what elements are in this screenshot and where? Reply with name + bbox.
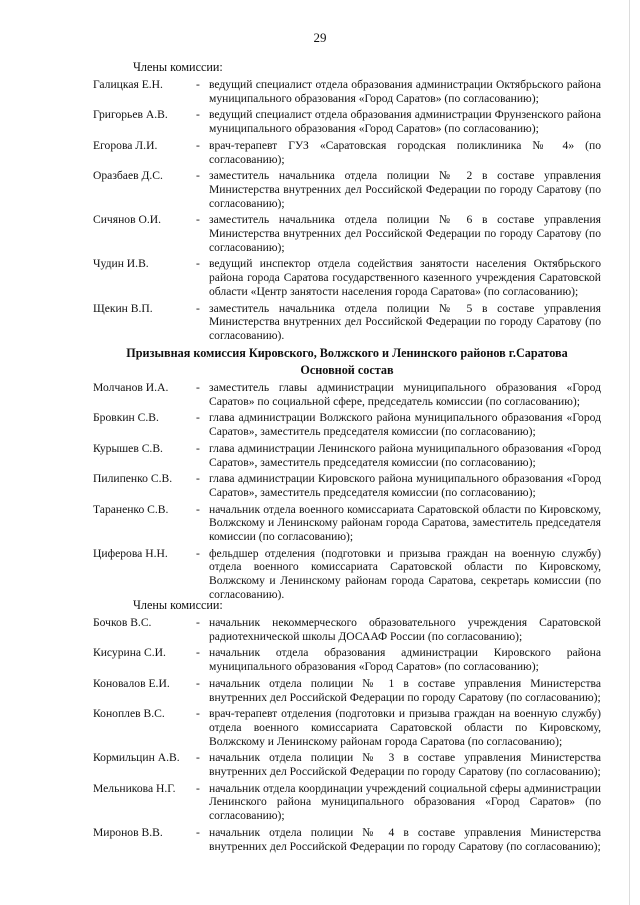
member-name: Коноплев В.С. [93, 707, 165, 721]
member-description: заместитель начальника отдела полиции № 6 в составе управления Министерства внутренних дел Российской Федерации по городу Саратову (по согласованию); [209, 213, 601, 254]
member-description: глава администрации Волжского района муниципального образования «Город Саратов», заместитель председателя комиссии (по согласованию); [209, 411, 601, 439]
member-row [93, 381, 601, 408]
member-dash: - [196, 108, 200, 122]
scan-edge-line [629, 0, 630, 905]
member-name: Молчанов И.А. [93, 381, 169, 394]
page-number: 29 [313, 30, 327, 45]
member-row [93, 139, 601, 166]
commission-main-section [93, 346, 601, 605]
member-description: врач-терапевт отделения (подготовки и призыва граждан на военную службу) отдела военного комиссариата Саратовской области по Кировскому, Волжскому и Ленинскому районам города Саратова (по согласованию); [209, 707, 601, 748]
member-row [93, 472, 601, 499]
member-row [93, 213, 601, 254]
member-name: Григорьев А.В. [93, 108, 168, 122]
commission-title: Призывная комиссия Кировского, Волжского и Ленинского районов г.Саратова [126, 346, 568, 360]
member-name: Оразбаев Д.С. [93, 169, 163, 183]
member-row [93, 78, 601, 105]
member-row [93, 616, 601, 643]
member-description: врач-терапевт ГУЗ «Саратовская городская поликлиника № 4» (по согласованию); [209, 138, 601, 166]
member-dash: - [196, 138, 200, 152]
member-name: Курышев С.В. [93, 441, 163, 455]
member-description: начальник отдела образования администрации Кировского района муниципального образования «Город Саратов» (по согласованию); [209, 646, 601, 674]
member-row [93, 257, 601, 298]
member-name: Чудин И.В. [93, 257, 149, 271]
member-dash: - [196, 781, 200, 795]
member-row [93, 646, 601, 673]
member-description: ведущий инспектор отдела содействия занятости населения Октябрьского района города Саратова государственного казенного учреждения Саратовской области «Центр занятости населения города Саратова» (по согласованию); [209, 257, 601, 298]
member-name: Пилипенко С.В. [93, 472, 173, 486]
member-dash: - [196, 616, 200, 629]
member-name: Кормильцин А.В. [93, 751, 180, 765]
member-description: заместитель начальника отдела полиции № 2 в составе управления Министерства внутренних дел Российской Федерации по городу Саратову (по согласованию); [209, 169, 601, 210]
member-description: фельдшер отделения (подготовки и призыва граждан на военную службу) отдела военного комиссариата Саратовской области по Кировскому, Волжскому и Ленинскому районам города Саратова, секретарь комиссии (по согласованию). [209, 546, 601, 601]
member-dash: - [196, 78, 200, 91]
member-dash: - [196, 646, 200, 660]
member-name: Тараненко С.В. [93, 502, 169, 516]
member-name: Щекин В.П. [93, 301, 153, 315]
member-description: ведущий специалист отдела образования администрации Фрунзенского района муниципального образования «Город Саратов» (по согласованию); [209, 108, 601, 136]
member-description: ведущий специалист отдела образования администрации Октябрьского района муниципального образования «Город Саратов» (по согласованию); [209, 78, 601, 105]
section-subtitle: Члены комиссии: [133, 60, 223, 74]
member-row [93, 302, 601, 343]
member-row [93, 411, 601, 438]
member-description: заместитель главы администрации муниципального образования «Город Саратов» по социальной сфере, председатель комиссии (по согласованию); [209, 381, 601, 408]
member-description: начальник отдела военного комиссариата Саратовской области по Кировскому, Волжскому и Ленинскому районам города Саратова, заместитель председателя комиссии (по согласованию); [209, 502, 601, 544]
member-dash: - [196, 301, 200, 315]
member-name: Бровкин С.В. [93, 411, 159, 425]
member-dash: - [196, 546, 200, 560]
commission-members-section-2 [93, 598, 601, 856]
member-description: начальник отдела полиции № 4 в составе управления Министерства внутренних дел Российской Федерации по городу Саратову (по согласованию); [209, 825, 601, 853]
section-subtitle: Члены комиссии: [133, 598, 223, 612]
member-description: начальник отдела полиции № 3 в составе управления Министерства внутренних дел Российской Федерации по городу Саратову (по согласованию); [209, 751, 601, 779]
member-name: Мельникова Н.Г. [93, 781, 176, 795]
member-row [93, 751, 601, 778]
member-row [93, 169, 601, 210]
member-description: начальник некоммерческого образовательного учреждения Саратовской радиотехнической школы ДОСААФ России (по согласованию); [209, 616, 601, 643]
member-dash: - [196, 257, 200, 271]
member-row [93, 108, 601, 135]
commission-members-section-1 [93, 60, 601, 346]
member-name: Егорова Л.И. [93, 138, 158, 152]
member-dash: - [196, 676, 200, 690]
member-dash: - [196, 472, 200, 486]
member-name: Бочков В.С. [93, 616, 152, 629]
member-dash: - [196, 707, 200, 721]
member-name: Галицкая Е.Н. [93, 78, 163, 91]
member-row [93, 442, 601, 469]
member-row [93, 677, 601, 704]
member-row [93, 826, 601, 853]
member-dash: - [196, 825, 200, 839]
member-description: глава администрации Ленинского района муниципального образования «Город Саратов», заместитель председателя комиссии (по согласованию); [209, 441, 601, 469]
member-dash: - [196, 441, 200, 455]
member-row [93, 547, 601, 602]
commission-subtitle: Основной состав [300, 363, 394, 377]
member-dash: - [196, 381, 200, 394]
member-description: глава администрации Кировского района муниципального образования «Город Саратов», заместитель председателя комиссии (по согласованию); [209, 472, 601, 499]
member-name: Сичянов О.И. [93, 213, 162, 227]
member-dash: - [196, 411, 200, 425]
member-name: Циферова Н.Н. [93, 546, 168, 560]
member-dash: - [196, 169, 200, 183]
member-description: начальник отдела координации учреждений социальной сферы администрации Ленинского района муниципального образования «Город Саратов» (по согласованию); [209, 781, 601, 823]
member-name: Миронов В.В. [93, 825, 163, 839]
member-dash: - [196, 213, 200, 227]
member-dash: - [196, 751, 200, 765]
member-row [93, 782, 601, 823]
member-row [93, 707, 601, 748]
member-dash: - [196, 502, 200, 516]
member-name: Коновалов Е.И. [93, 676, 170, 690]
member-name: Кисурина С.И. [93, 646, 166, 660]
member-description: начальник отдела полиции № 1 в составе управления Министерства внутренних дел Российской Федерации по городу Саратову (по согласованию); [209, 676, 601, 704]
member-description: заместитель начальника отдела полиции № 5 в составе управления Министерства внутренних дел Российской Федерации по городу Саратову (по согласованию). [209, 301, 601, 342]
member-row [93, 503, 601, 544]
